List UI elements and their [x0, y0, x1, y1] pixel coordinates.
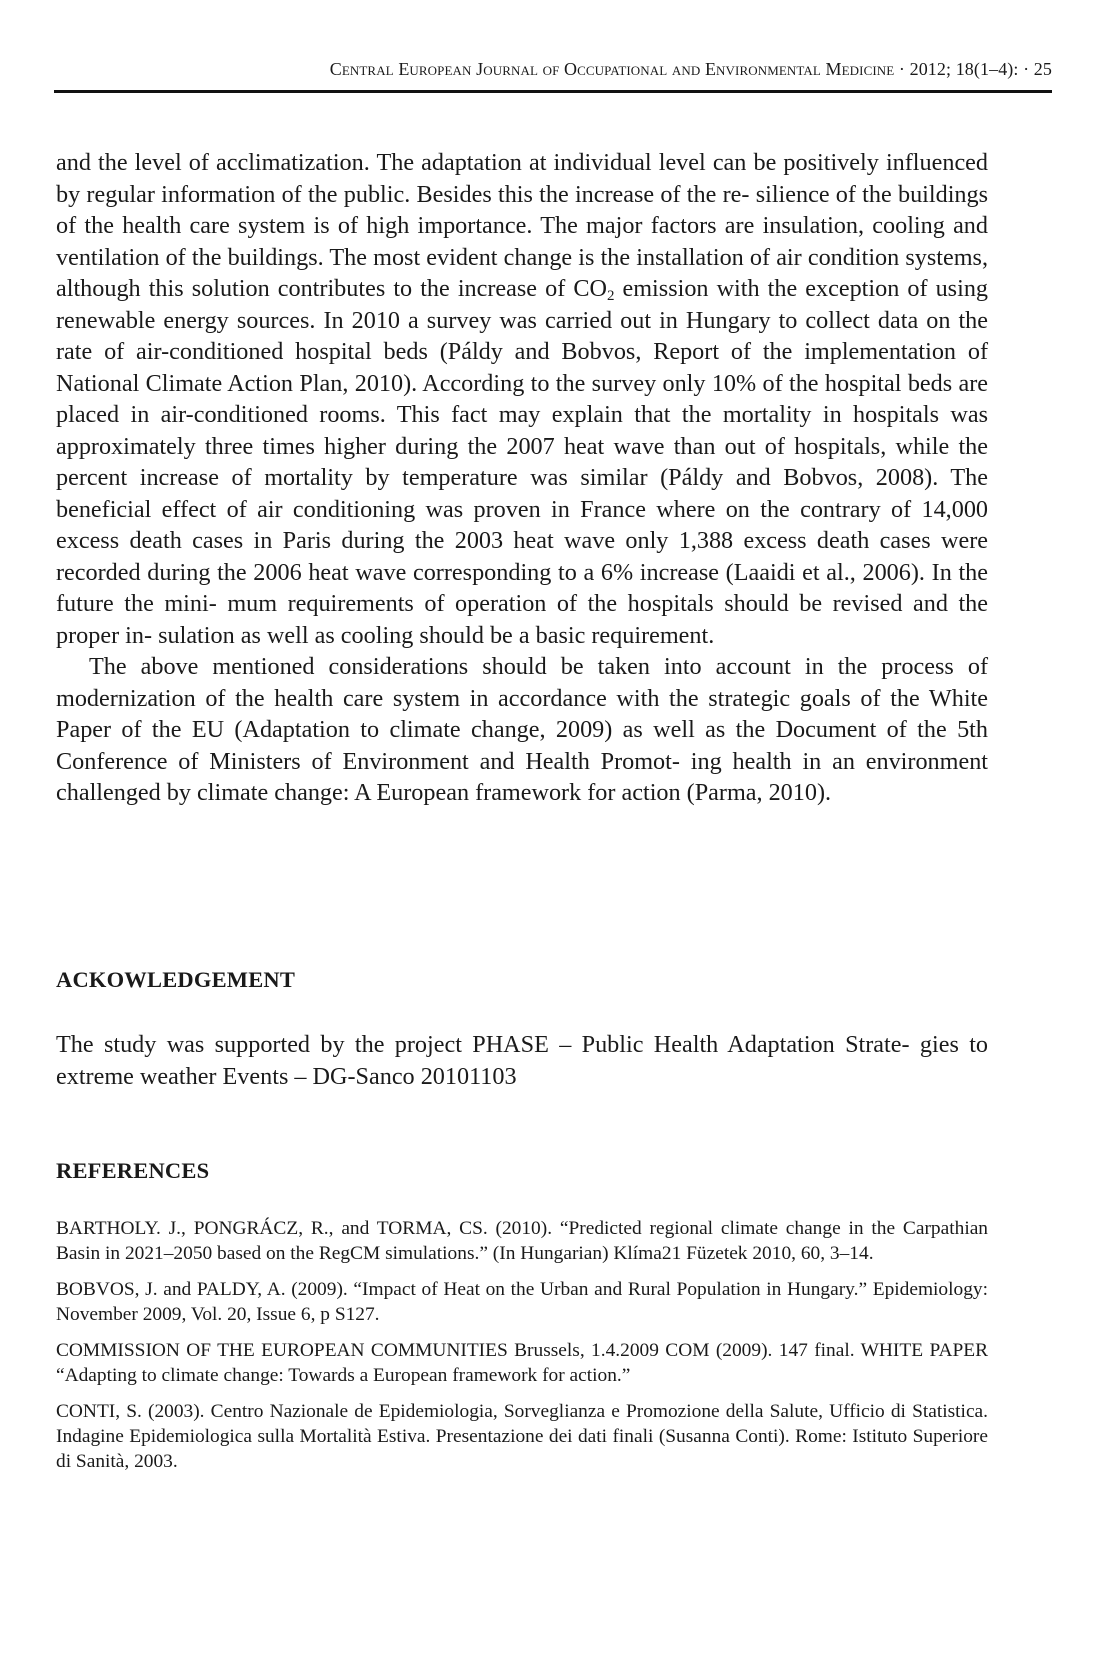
header-rule [54, 90, 1052, 93]
body-text [56, 147, 988, 809]
reference-item: BOBVOS, J. and PALDY, A. (2009). “Impact of Heat on the Urban and Rural Population in Hungary.” Epidemiology: November 2009, Vol. 20, Issue 6, p S127. [56, 1278, 988, 1326]
references-heading: REFERENCES [56, 1158, 210, 1183]
acknowledgement-text: The study was supported by the project PHASE – Public Health Adaptation Strate- gies to extreme weather Events – DG-Sanco 20101103 [56, 1031, 989, 1090]
reference-item: COMMISSION OF THE EUROPEAN COMMUNITIES Brussels, 1.4.2009 COM (2009). 147 final. WHITE PAPER “Adapting to climate change: Towards a European framework for action.” [56, 1339, 989, 1387]
references-list [56, 1216, 988, 1485]
paragraph-1: and the level of acclimatization. The adaptation at individual level can be positively influenced by regular information of the public. Besides this the increase of the re- silience of the buildings of the health care system is of high importance. The major factors are insulation, cooling and ventilation of the buildings. The most evident change is the installation of air condition systems, although this solution contributes to the increase of $CO_2$ emission with the exception of using renewable energy sources. In 2010 a survey was carried out in Hungary to collect data on the rate of air-conditioned hospital beds (Páldy and Bobvos, Report of the implementation of National Climate Action Plan, 2010). According to the survey only 10% of the hospital beds are placed in air-conditioned rooms. This fact may explain that the mortality in hospitals was approximately three times higher during the 2007 heat wave than out of hospitals, while the percent increase of mortality by temperature was similar (Páldy and Bobvos, 2008). The beneficial effect of air conditioning was proven in France where on the contrary of 14,000 excess death cases in Paris during the 2003 heat wave only 1,388 excess death cases were recorded during the 2006 heat wave corresponding to a 6% increase (Laaidi et al., 2006). In the future the mini- mum requirements of operation of the hospitals should be revised and the proper in- sulation as well as cooling should be a basic requirement. [56, 149, 989, 649]
acknowledgement-heading: ACKOWLEDGEMENT [56, 967, 296, 992]
running-head: Central European Journal of Occupational and Environmental Medicine · 2012; 18(1–4): · 25 [329, 59, 1052, 79]
reference-item: CONTI, S. (2003). Centro Nazionale de Epidemiologia, Sorveglianza e Promozione della Salute, Ufficio di Statistica. Indagine Epidemiologica sulla Mortalità Estiva. Presentazione dei dati finali (Susanna Conti). Rome: Istituto Superiore di Sanità, 2003. [56, 1400, 989, 1473]
reference-item: BARTHOLY. J., PONGRÁCZ, R., and TORMA, CS. (2010). “Predicted regional climate change in the Carpathian Basin in 2021–2050 based on the RegCM simulations.” (In Hungarian) Klíma21 Füzetek 2010, 60, 3–14. [56, 1218, 989, 1265]
subscript-2: 2 [606, 288, 615, 304]
paragraph-2: The above mentioned considerations should be taken into account in the process of modernization of the health care system in accordance with the strategic goals of the White Paper of the EU (Adaptation to climate change, 2009) as well as the Document of the 5th Conference of Ministers of Environment and Health Promot- ing health in an environment challenged by climate change: A European framework for action (Parma, 2010). [56, 653, 989, 806]
